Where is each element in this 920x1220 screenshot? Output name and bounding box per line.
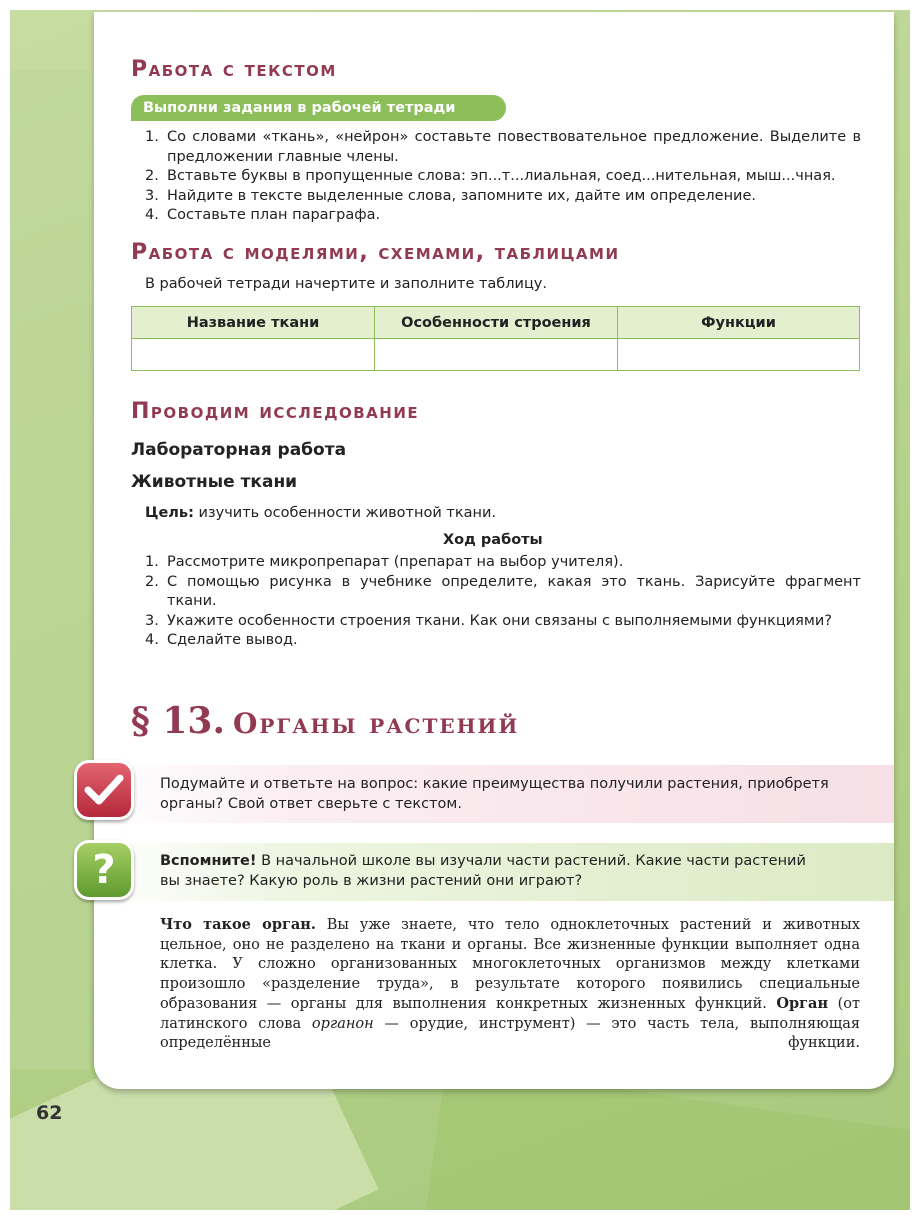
body-text-2: (от латинского слова [160,996,860,1032]
procedure-title: Ход работы [443,532,543,548]
lab-steps-list [145,553,861,651]
lab-goal [145,504,496,524]
list-item: 2. Вставьте буквы в пропущенные слова: эп...т...лиальная, соед...нительная, мыш...чная. [145,168,836,184]
question-icon [74,840,134,900]
list-item: 3. Найдите в тексте выделенные слова, запомните их, дайте им определение. [145,187,757,204]
paragraph-title [131,700,519,742]
table-header-cell: Функции [618,307,860,339]
table-instruction: В рабочей тетради начертите и заполните таблицу. [145,276,547,292]
body-text-1: Вы уже знаете, что тело одноклеточных растений и животных цельное, оно не разделено на ткани и органы. Все жизненные функции выполняет одна клетка. У сложно организованных многоклеточных организмов между клетками произошло «разделение труда», в результате которого появились специальные образования — органы для выполнения конкретных жизненных функций. [160,917,860,1012]
table-row [132,339,860,371]
section-heading-research: Проводим исследование [131,399,420,424]
list-item: 2. С помощью рисунка в учебнике определите, какая это ткань. Зарисуйте фрагмент ткани. [145,573,861,609]
body-italic: органон [311,1015,374,1032]
section-heading-models: Работа с моделями, схемами, таблицами [131,240,620,265]
table-cell [132,339,375,371]
recall-label: Вспомните! [160,853,257,869]
body-lead: Что такое орган. [160,916,316,933]
text-work-task-list [145,128,861,226]
table-header-row [132,307,860,339]
section-heading-text-work: Работа с текстом [131,57,337,82]
list-item: 3. Укажите особенности строения ткани. Как они связаны с выполняемыми функциями? [145,612,832,629]
lab-title: Лабораторная работа [131,440,347,460]
tissue-table [131,306,860,371]
list-item: 4. Составьте план параграфа. [145,207,381,223]
checkmark-icon-glyph [84,773,124,807]
checkmark-icon [74,760,134,820]
recall-text: В начальной школе вы изучали части растений. Какие части растений вы знаете? Какую роль в жизни растений они играют? [160,853,806,889]
page-number: 62 [36,1102,63,1124]
lab-topic: Животные ткани [131,472,298,492]
list-item: 4. Сделайте вывод. [145,632,298,648]
goal-text: изучить особенности животной ткани. [198,505,496,521]
bg-facet-left [10,70,90,1070]
list-item: 1. Со словами «ткань», «нейрон» составьте повествовательное предложение. Выделите в предложении главные члены. [145,129,861,165]
think-question-text: Подумайте и ответьте на вопрос: какие преимущества получили растения, приобретя органы? Свой ответ сверьте с текстом. [160,776,829,812]
body-term: Орган [776,995,829,1012]
table-header-cell: Особенности строения [375,307,618,339]
table-cell [618,339,860,371]
table-header-cell: Название ткани [132,307,375,339]
workbook-banner: Выполни задания в рабочей тетради [131,95,506,121]
question-mark-glyph: ? [92,847,116,893]
body-text-3: — орудие, инструмент) — это часть тела, выполняющая определённые функции. [160,1015,860,1051]
list-item: 1. Рассмотрите микропрепарат (препарат на выбор учителя). [145,554,624,570]
paragraph-number: § 13. [131,700,225,742]
paragraph-title-text: Органы растений [233,707,520,740]
goal-label: Цель: [145,505,194,521]
recall-text-block [160,852,830,891]
table-cell [375,339,618,371]
body-paragraph [160,915,860,1054]
